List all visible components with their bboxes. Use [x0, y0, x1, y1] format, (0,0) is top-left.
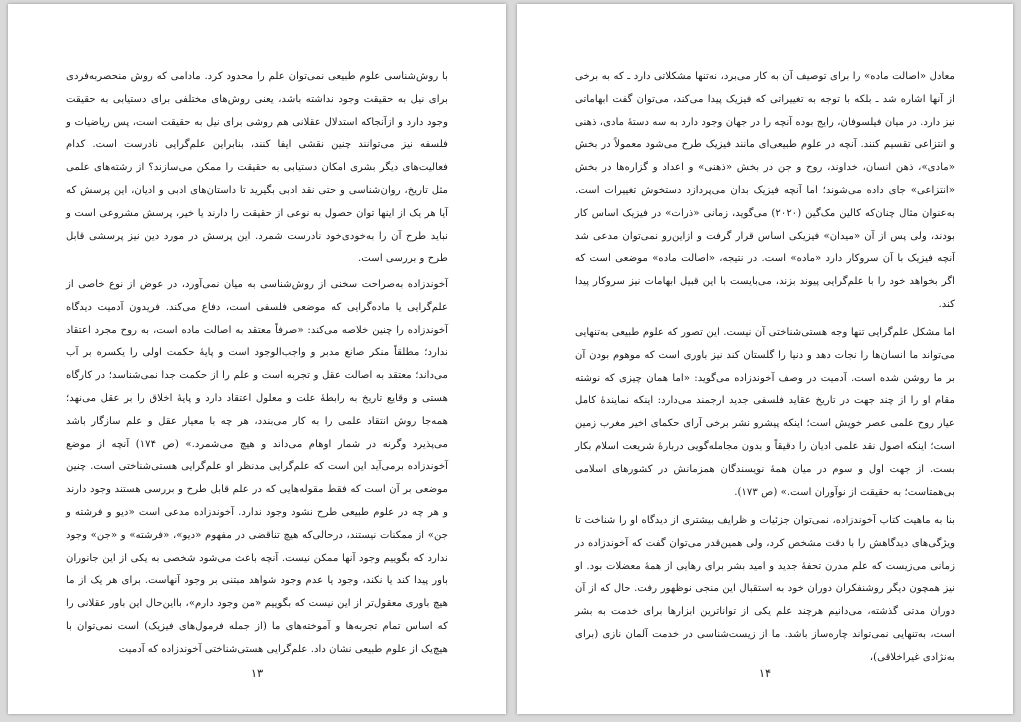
- paragraph: [66, 66, 448, 265]
- paragraph-text: آخوندزاده به‌صراحت سخنی از روش‌شناسی به میان نمی‌آورد، در عوض از نوع خاصی از علم‌گرایی یا ماده‌گرایی که موضعی فلسفی است، دفاع می‌کند. فریدون آدمیت دیدگاه آخوندزاده را چنین خلاصه می‌کند: «صرفاً معتقد به اصالت ماده است، به روح مجرد اعتقاد ندارد؛ مطلقاً منکر صانع مدبر و واجب‌الوجود است و پایهٔ حکمت اولی را یکسره بر آب می‌داند؛ معتقد به اصالت عقل و تجربه است و علم را از حکمت جدا نمی‌شناسد؛ در کارگاه هستی و وقایع تاریخ به رابطهٔ علت و معلول اعتقاد دارد و پایهٔ اخلاق را بر عقل می‌نهد؛ همه‌جا روش انتقاد علمی را به کار می‌بندد، هر چه با معیار عقل و علم سازگار باشد می‌پذیرد وگرنه در شمار اوهام می‌داند و هیچ می‌شمرد.» (ص ۱۷۴) آنچه از موضع آخوندزاده برمی‌آید این است که علم‌گرایی مدنظر او علم‌گرایی هستی‌شناختی است. چنین موضعی بر آن است که فقط مقوله‌هایی که در علم قابل طرح و بررسی هستند وجود دارند و هر چه در علوم طبیعی طرح نشود وجود ندارد. آخوندزاده مدعی است «دیو و فرشته و جن» از ممکنات نیستند، درحالی‌که هیچ تناقضی در مفهوم «دیو»، «فرشته» و «جن» وجود ندارد که بگوییم وجود آنها ممکن نیست. آنچه باعث می‌شود شخصی به یکی از این جانوران باور پیدا کند یا نکند، وجود یا عدم وجود شواهد مبتنی بر وجود آنهاست. برای هر یک از ما هیچ باوری معقول‌تر از این نیست که بگوییم «من وجود دارم»، بااین‌حال این باور عقلانی را که اساس تمام تجربه‌ها و آموخته‌های ما (از جمله فرمول‌های فیزیک) است نمی‌توان با هیچ‌یک از علوم طبیعی نشان داد. علم‌گرایی هستی‌شناختی آخوندزاده که آدمیت: [66, 279, 449, 655]
- paragraph-text: بنا به ماهیت کتاب آخوندزاده، نمی‌توان جزئیات و ظرایف بیشتری از دیدگاه او را شناخت تا ویژگی‌های دیدگاهش را با دقت مشخص کرد، ولی همین‌قدر می‌توان گفت که آخوندزاده در زمانی می‌زیست که علم مدرن تحفهٔ جدید و امید بشر برای رهایی از همهٔ معضلات بود. او نیز همچون دیگر روشنفکران دوران خود به استقبال این منجی نوظهور رفت. حال که از آن دوران مدتی گذشته، می‌دانیم هرچند علم یکی از تواناترین ابزارها برای خدمت به بشر است، به‌تنهایی نمی‌تواند چاره‌ساز باشد. ما از زیست‌شناسی در خدمت آلمان نازی (برای به‌نژادی غیراخلاقی)،: [575, 515, 955, 663]
- paragraph-text: با روش‌شناسی علوم طبیعی نمی‌توان علم را محدود کرد. مادامی که روش منحصربه‌فردی برای نیل به حقیقت وجود نداشته باشد، یعنی روش‌های مختلفی برای دستیابی به حقیقت وجود دارد و ازآنجاکه استدلال عقلانی هم روشی برای نیل به حقیقت است، پس ریاضیات و فلسفه نیز می‌توانند چنین نقشی ایفا کنند، بنابراین علم‌گرایی نادرست است. کدام فعالیت‌های دیگر بشری امکان دستیابی به حقیقت را ممکن می‌سازند؟ از رشته‌های علمی مثل تاریخ، روان‌شناسی و حتی نقد ادبی بگیرید تا داستان‌های ادبی و ادیان، این پرسش که آیا هر یک از اینها توان حصول به نوعی از حقیقت را دارند یا خیر، پرسش مشروعی است و نباید طرح آن را به‌خودی‌خود نادرست شمرد. این پرسش در مورد دین نیز پرسشی قابل طرح و بررسی است.: [66, 71, 448, 265]
- paragraph-text: اما مشکل علم‌گرایی تنها وجه هستی‌شناختی آن نیست. این تصور که علوم طبیعی به‌تنهایی می‌تواند ما انسان‌ها را نجات دهد و دنیا را گلستان کند نیز باوری است که موهوم بودن آن بر ما روشن شده است. آدمیت در وصف آخوندزاده می‌گوید: «اما همان چیزی که نوشته مقام او را از چند جهت در تاریخ عقاید فلسفی جدید ارجمند می‌دارد: اینکه نمایندهٔ کامل عیار روح علمی عصر خویش است؛ اینکه پیشرو نشر برخی آرای حکمای اخیر مغرب زمین است؛ اینکه اصول نقد علمی ادیان را دقیقاً و بدون مجامله‌گویی دربارهٔ شریعت اسلام بکار بست. از جهت اول و سوم در میان همهٔ نویسندگان همزمانش در کشورهای اسلامی بی‌همتاست؛ به حقیقت از نوآوران است.» (ص ۱۷۳).: [575, 327, 955, 498]
- paragraph: [575, 322, 955, 510]
- paragraph: [66, 274, 448, 669]
- page-number: ۱۴: [758, 666, 772, 680]
- left-page: [8, 4, 506, 714]
- page-number: ۱۳: [250, 666, 264, 680]
- paragraph-text: معادل «اصالت ماده» را برای توصیف آن به کار می‌برد، نه‌تنها مشکلاتی دارد ـ که به برخی از آنها اشاره شد ـ بلکه با توجه به تغییراتی که فیزیک پیدا می‌کند، می‌توان گفت ابهاماتی نیز دارد. در میان فیلسوفان، رایج بوده آنچه را در جهان وجود دارد به سه دستهٔ مادی، ذهنی و انتزاعی تقسیم کنند. آنچه در علوم طبیعی‌ای مانند فیزیک طرح می‌شود معمولاً در بخش «مادی»، ذهن انسان، خداوند، روح و جن در بخش «ذهنی» و اعداد و گزاره‌ها در بخش «انتزاعی» جای داده می‌شوند؛ اما آنچه فیزیک بدان می‌پردازد دستخوش تغییرات است. به‌عنوان مثال چنان‌که کالین مک‌گین (۲۰۲۰) می‌گوید، زمانی «ذرات» در فیزیک اساس کار بودند، ولی پس از آن «میدان» فیزیکی اساس قرار گرفت و ازاین‌رو نمی‌توان مدعی شد آنچه فیزیک با آن سروکار دارد «ماده» است. در نتیجه، «اصالت ماده» موضعی است که اگر بخواهد خود را با علم‌گرایی پیوند بزند، می‌بایست با این قبیل ابهامات نیز سروکار پیدا کند.: [575, 71, 955, 310]
- paragraph: [575, 66, 955, 310]
- paragraph: [575, 510, 955, 670]
- right-page: [517, 4, 1013, 714]
